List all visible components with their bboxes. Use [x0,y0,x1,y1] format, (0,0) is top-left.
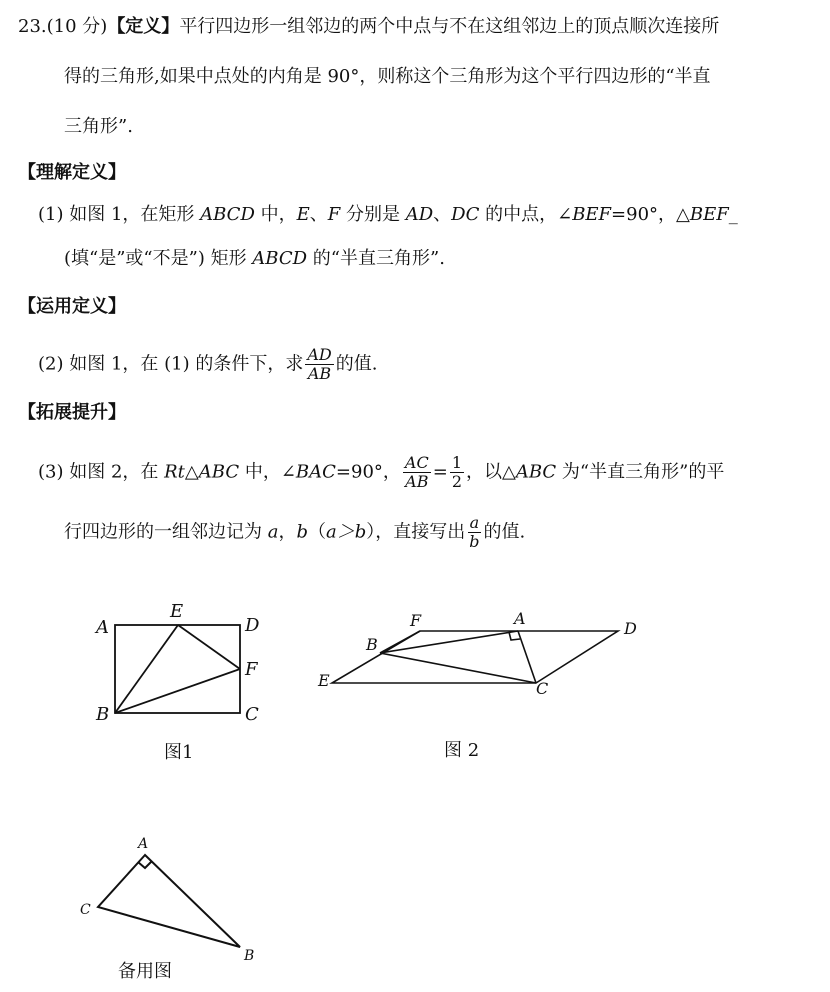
q3-text: ， [278,521,297,543]
fraction-denominator: b [469,532,480,551]
question-2 [38,346,377,383]
label-f: F [410,611,422,630]
q3-text: ，以△ [466,461,516,483]
segment-bf [115,669,240,713]
definition-line-3: 三角形”. [64,116,133,137]
section-heading-understand: 【理解定义】 [18,162,126,183]
triangle-abc [98,855,240,947]
label-d: D [245,615,260,636]
fraction-numerator: a [469,513,480,532]
segment-ef [178,625,240,669]
q3-text: （ [308,521,326,543]
label-e: E [318,671,330,690]
question-1-line-2 [64,246,445,272]
fraction-denominator: 2 [451,472,462,491]
fraction-numerator: AC [404,453,429,472]
rectangle-abcd [115,625,240,713]
q1-var-dc: DC [451,204,480,225]
label-c: C [536,679,549,698]
definition-line-1: 平行四边形一组邻边的两个中点与不在这组邻边上的顶点顺次连接所 [179,16,720,37]
q2-text: (2) 如图 1，在 (1) 的条件下，求 [38,353,304,375]
section-heading-apply: 【运用定义】 [18,296,126,317]
segment-eb [115,625,178,713]
q3-fraction-ac-ab [403,454,431,491]
label-c: C [245,704,259,725]
q3-equals: = [432,461,448,483]
q3-text: 的值. [483,521,526,543]
label-b: B [244,948,255,964]
label-a: A [514,609,526,628]
definition-tag: 【定义】 [107,16,180,37]
q3-var-rt: Rt [164,461,185,483]
question-3-line-1 [38,454,724,491]
figure-2-caption: 图 2 [444,740,480,761]
q3-text: (3) 如图 2，在 [38,461,165,483]
label-a: A [96,617,109,638]
question-1-line-1 [38,202,738,228]
q1-var-abcd: ABCD [252,248,308,269]
problem-score: (10 分) [46,16,108,37]
q1-var-ad: AD [405,204,434,225]
q1-var-e: E [296,204,310,225]
q1-text: (填“是”或“不是”) 矩形 [64,248,253,269]
q1-text: =90°，△ [611,204,690,225]
q3-fraction-half [450,454,464,491]
q3-var-b: b [296,521,308,543]
q1-var-f: F [327,204,341,225]
segment-bc [380,653,536,683]
fraction-denominator: AB [405,472,429,491]
q2-text: 的值. [335,353,378,375]
question-3-line-2 [64,514,525,551]
q1-text: 、 [309,204,328,225]
definition-line-2: 得的三角形,如果中点处的内角是 90°，则称这个三角形为这个平行四边形的“半直 [64,66,711,87]
label-b: B [366,635,378,654]
q3-text: =90°， [335,461,401,483]
q3-text: 中，∠ [239,461,296,483]
parallelogram [332,631,618,683]
q1-var-bef: BEF [689,204,729,225]
fraction-numerator: 1 [451,453,462,472]
q1-text: 、 [433,204,452,225]
q1-text: 的中点，∠ [479,204,573,225]
q3-text: 为“半直三角形”的平 [556,461,725,483]
q3-var-abc: ABC [515,461,557,483]
fraction-numerator: AD [307,345,332,364]
q1-text: (1) 如图 1，在矩形 [38,204,201,225]
label-e: E [170,601,184,622]
figure-1-caption: 图1 [164,742,194,763]
q3-text: ），直接写出 [366,521,466,543]
figure-3-caption: 备用图 [118,961,172,982]
q3-fraction-a-b [467,514,481,551]
fraction-denominator: AB [307,364,332,383]
problem-number: 23. [18,16,47,37]
label-d: D [624,619,637,638]
q3-condition: a＞b [326,521,367,543]
segment-ba [380,631,518,653]
label-c: C [80,902,91,918]
q3-text: △ [184,461,199,483]
q1-text: 的“半直三角形”. [307,248,445,269]
q3-var-a: a [267,521,279,543]
q2-fraction [305,346,333,383]
label-f: F [245,659,258,680]
right-angle-mark [509,632,520,640]
q3-var-abc: ABC [198,461,240,483]
section-heading-extend: 【拓展提升】 [18,402,126,423]
q3-var-bac: BAC [295,461,336,483]
segment-bf [380,631,420,653]
q1-var-abcd: ABCD [200,204,255,225]
segment-ac [518,631,536,683]
right-angle-mark [138,861,152,868]
q3-text: 行四边形的一组邻边记为 [64,521,268,543]
q1-answer-blank[interactable]: _ [728,204,738,225]
q1-text: 中， [254,204,297,225]
q1-text: 分别是 [340,204,406,225]
problem-header [18,14,719,40]
label-b: B [96,704,110,725]
label-a: A [138,836,149,852]
q1-var-bef: BEF [572,204,612,225]
